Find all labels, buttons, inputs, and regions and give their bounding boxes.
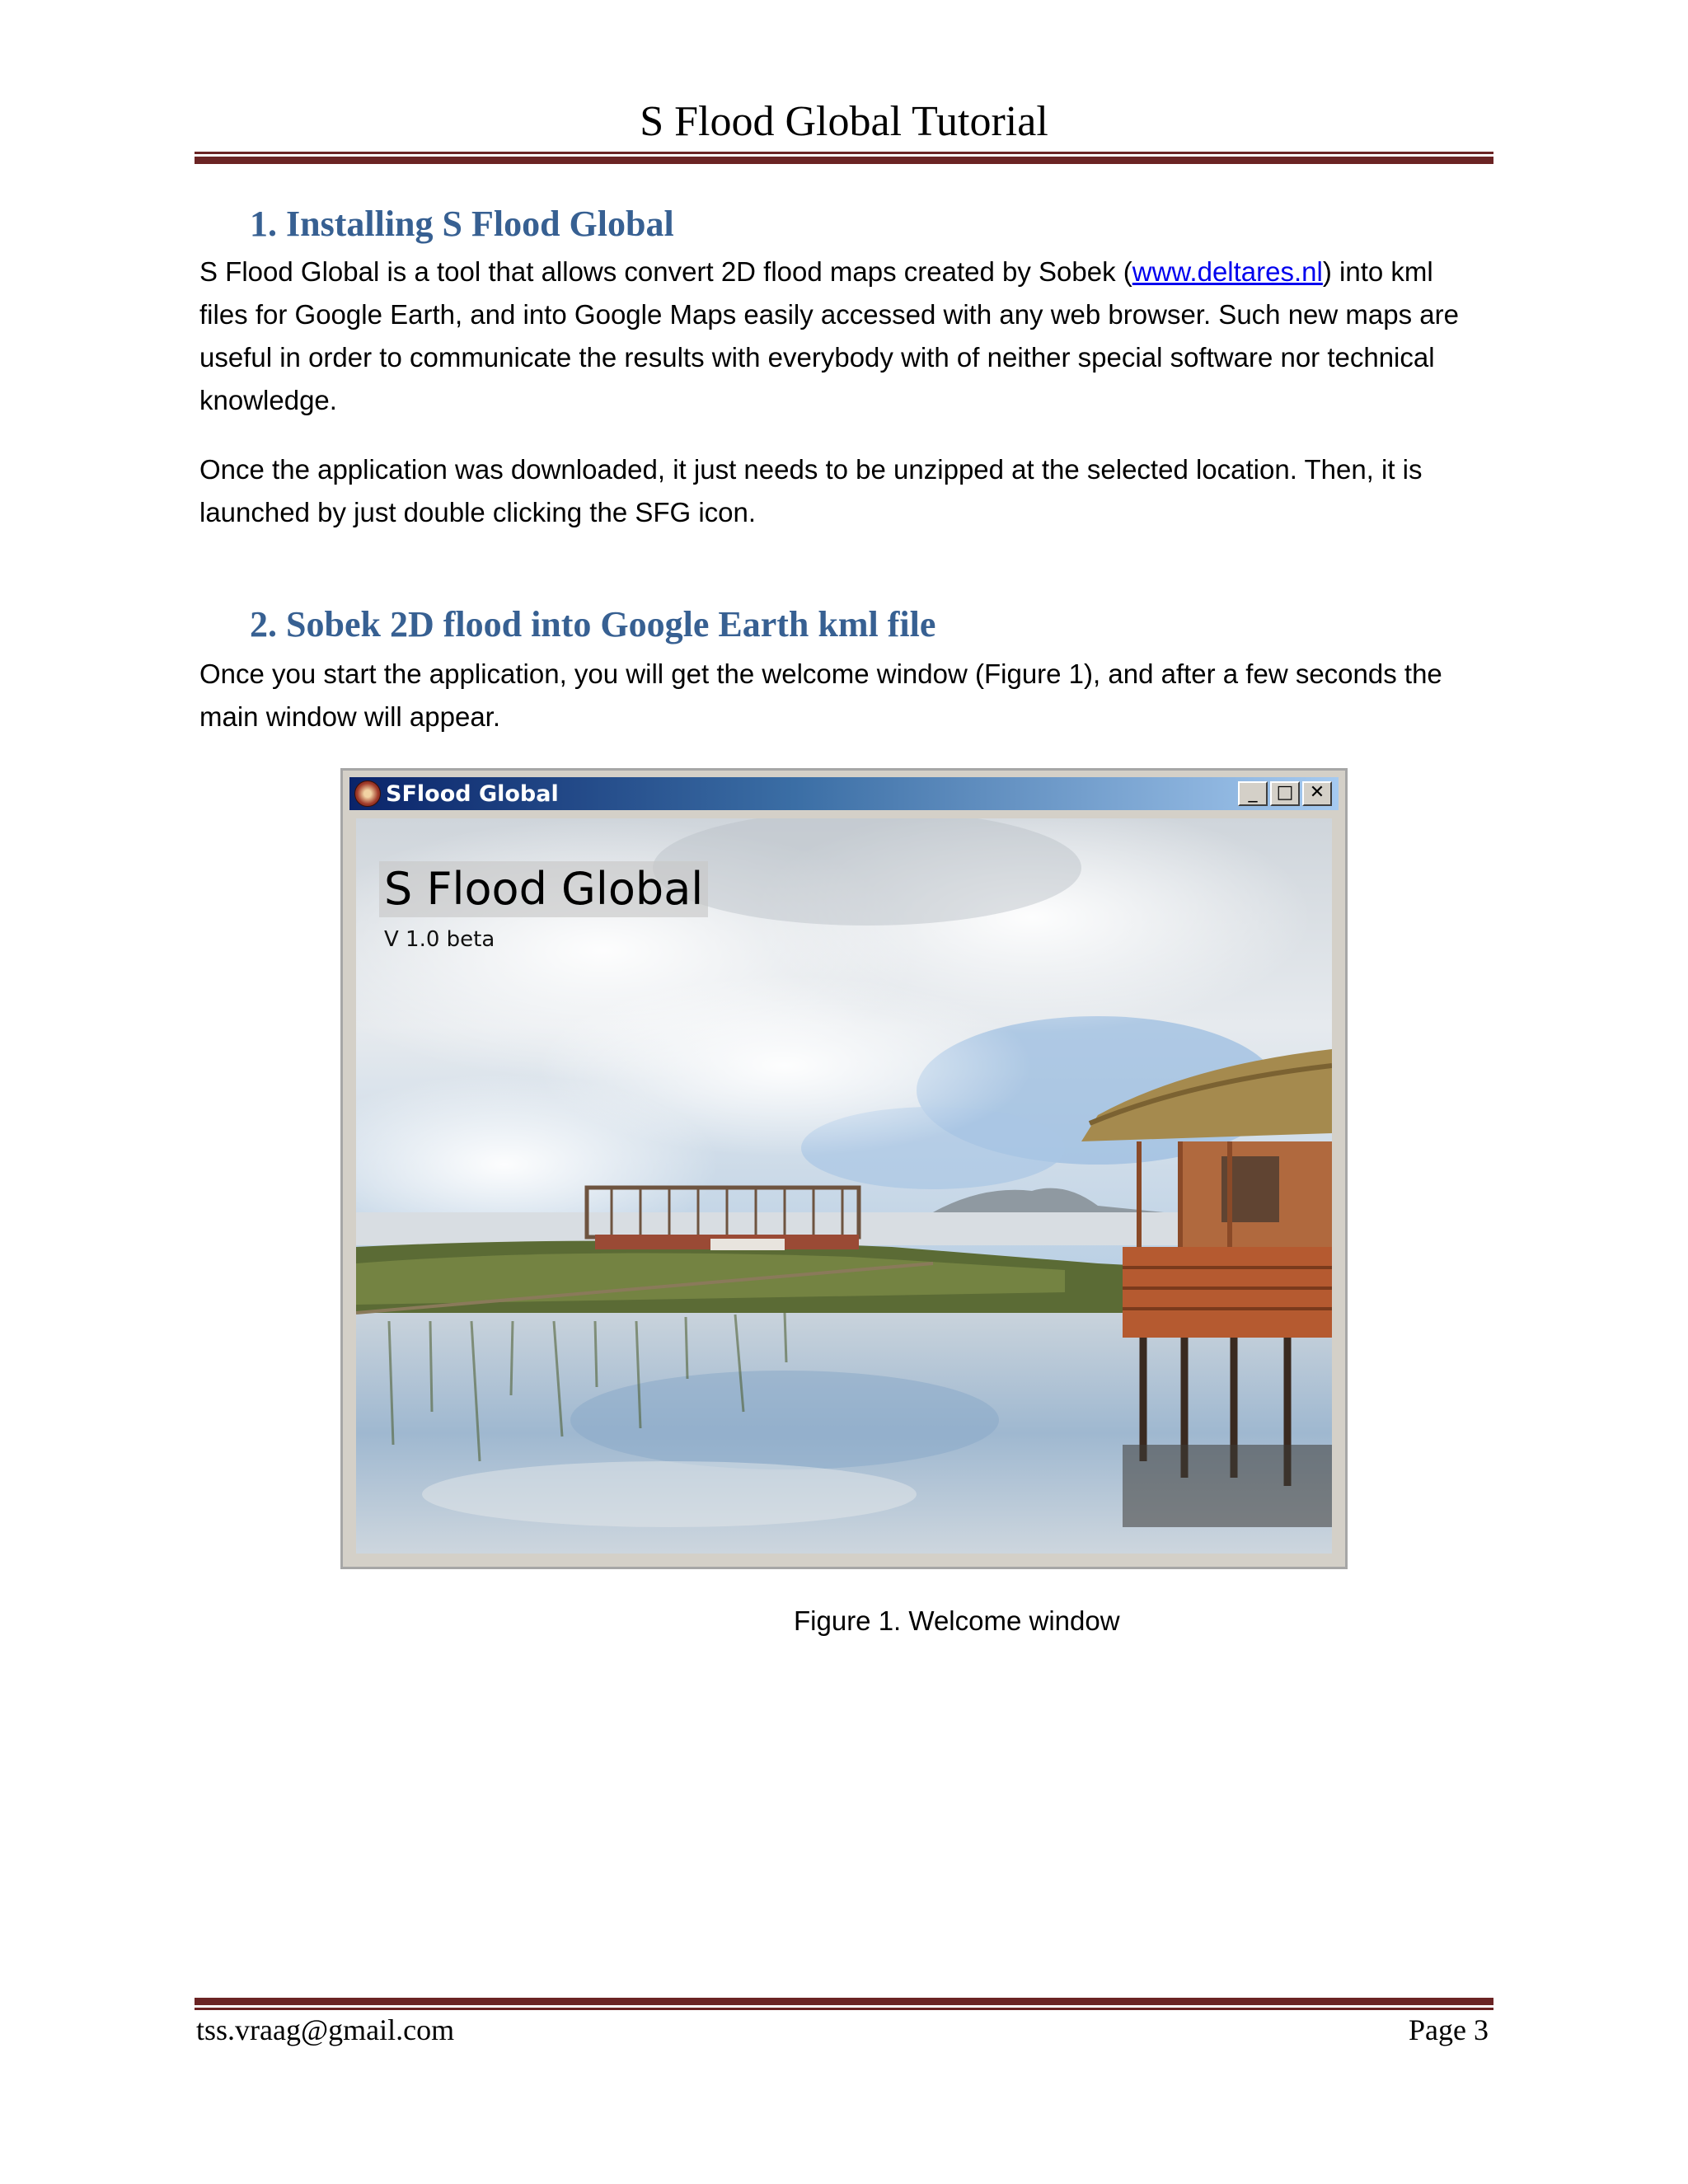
figure-caption: Figure 1. Welcome window	[794, 1605, 1120, 1636]
text-line: Once the application was downloaded, it just needs to be unzipped at the selected location. Then, it is	[199, 454, 1423, 485]
minimize-button[interactable]: _	[1238, 781, 1268, 806]
section-1-paragraph-1	[199, 251, 1493, 422]
maximize-button[interactable]: □	[1270, 781, 1300, 806]
window-title: SFlood Global	[386, 780, 559, 807]
text-line: files for Google Earth, and into Google Maps easily accessed with any web browser. Such new maps are	[199, 299, 1459, 330]
lake-scene-graphic	[356, 818, 1332, 1554]
section-2-paragraph	[199, 653, 1493, 738]
welcome-window-screenshot	[340, 768, 1348, 1569]
window-titlebar	[349, 777, 1339, 810]
text-line: main window will appear.	[199, 701, 501, 732]
text-line: useful in order to communicate the results with everybody with of neither special software nor technical	[199, 342, 1435, 373]
text-line: knowledge.	[199, 385, 337, 415]
deltares-link[interactable]: www.deltares.nl	[1132, 256, 1323, 287]
text-line: S Flood Global is a tool that allows convert 2D flood maps created by Sobek (www.deltares.nl) into kml	[199, 256, 1433, 287]
window-controls	[1238, 781, 1332, 806]
footer-page-number: Page 3	[1409, 2013, 1489, 2046]
close-button[interactable]: ✕	[1302, 781, 1332, 806]
header-rule-thin	[195, 152, 1493, 154]
footer-email: tss.vraag@gmail.com	[196, 2013, 455, 2046]
splash-version: V 1.0 beta	[384, 927, 495, 952]
section-1-heading: 1. Installing S Flood Global	[250, 204, 674, 244]
footer-rule-thin	[195, 2008, 1493, 2010]
sfg-app-icon	[354, 780, 381, 807]
page-header-title: S Flood Global Tutorial	[640, 98, 1048, 145]
text-line: Once you start the application, you will get the welcome window (Figure 1), and after a few seconds the	[199, 658, 1442, 689]
text-line: launched by just double clicking the SFG icon.	[199, 497, 757, 527]
header-rule-thick	[195, 157, 1493, 164]
splash-title: S Flood Global	[379, 861, 708, 917]
section-2-heading: 2. Sobek 2D flood into Google Earth kml file	[250, 604, 936, 644]
footer-rule-thick	[195, 1998, 1493, 2005]
section-1-paragraph-2	[199, 448, 1493, 534]
splash-lake-photo	[356, 818, 1332, 1554]
